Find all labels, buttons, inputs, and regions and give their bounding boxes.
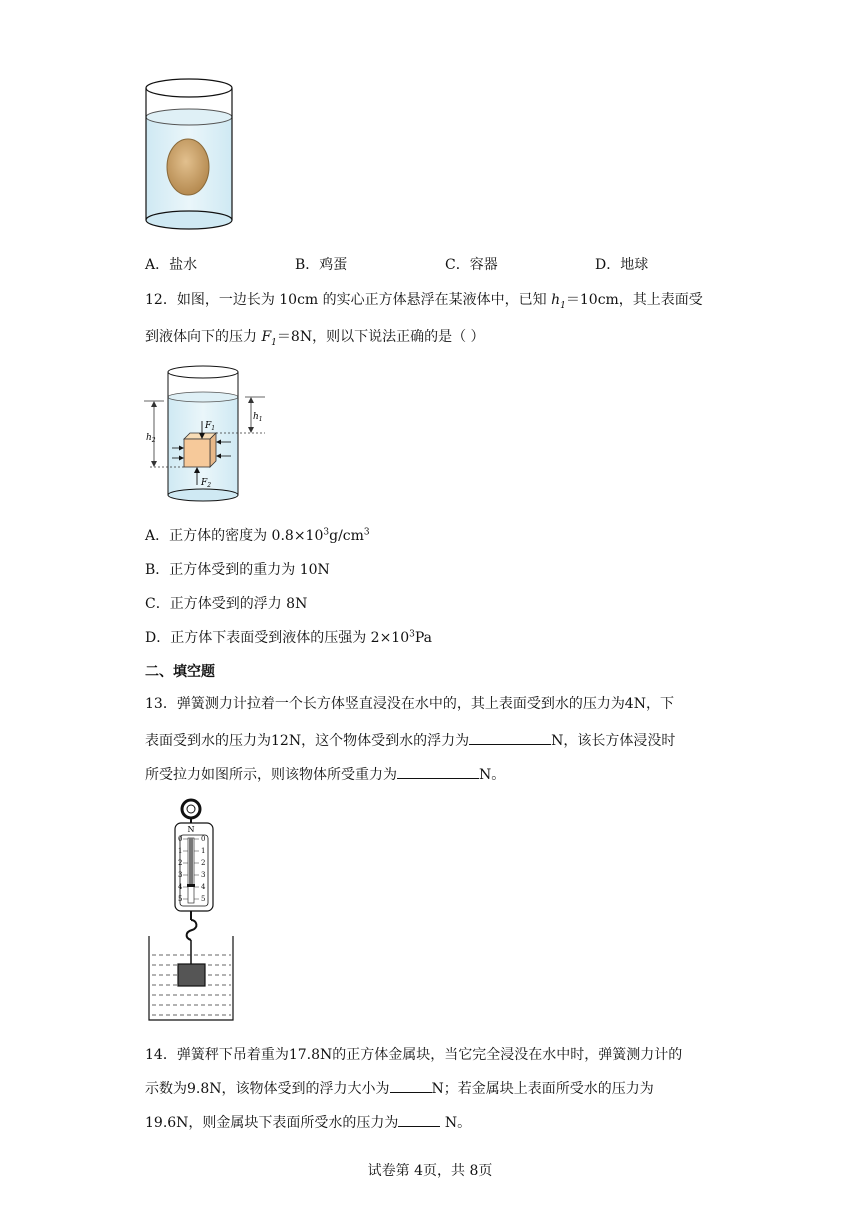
spring-scale-figure <box>145 798 240 1023</box>
tick-label: 0 <box>201 835 206 843</box>
q13-line-2: 表面受到水的压力为12N，这个物体受到水的浮力为 N，该长方体浸没时 <box>145 730 675 750</box>
tick-label: 5 <box>201 895 206 903</box>
q12-line-1: 12．如图，一边长为 10cm 的实心正方体悬浮在某液体中，已知 $h_1=10cm$，其上表面受 <box>145 292 703 311</box>
tick-label: 4 <box>201 883 206 891</box>
label-h1: $h_1$ <box>253 412 263 423</box>
q14-line-1: 14．弹簧秤下吊着重为17.8N的正方体金属块，当它完全浸没在水中时，弹簧测力计的 <box>145 1047 683 1063</box>
tick-label: 3 <box>178 871 183 879</box>
q12-option-a: A．正方体的密度为 $0.8\times 10^3g/cm^3$ <box>145 527 370 544</box>
tick-label: 2 <box>201 859 206 867</box>
q12-option-d: D．正方体下表面受到液体的压强为 $2\times 10^3Pa$ <box>145 629 433 646</box>
tick-label: 4 <box>178 883 183 891</box>
option-c: C．容器 <box>445 257 498 273</box>
q12-option-c: C．正方体受到的浮力 8N <box>145 596 308 612</box>
answer-blank[interactable] <box>398 1112 440 1127</box>
tick-label: 1 <box>178 847 183 855</box>
egg-in-cylinder-figure <box>140 75 240 235</box>
tick-label: 5 <box>178 895 183 903</box>
q13-line-3: 所受拉力如图所示，则该物体所受重力为 N。 <box>145 764 505 784</box>
cube-in-liquid-figure <box>140 362 280 512</box>
q13-line-1: 13．弹簧测力计拉着一个长方体竖直浸没在水中的，其上表面受到水的压力为4N，下 <box>145 696 674 712</box>
scale-unit: N <box>187 825 195 834</box>
q14-line-3: 19.6N，则金属块下表面所受水的压力为 N。 <box>145 1112 471 1132</box>
option-b: B．鸡蛋 <box>295 257 348 273</box>
answer-blank[interactable] <box>469 730 551 745</box>
option-a: A．盐水 <box>145 257 198 273</box>
page-footer: 试卷第 4页，共 8页 <box>367 1163 493 1179</box>
tick-label: 2 <box>178 859 183 867</box>
label-f1: $F_1$ <box>205 421 216 432</box>
option-d: D．地球 <box>595 257 649 273</box>
section-title: 二、填空题 <box>145 664 215 680</box>
label-f2: $F_2$ <box>201 478 212 489</box>
tick-label: 1 <box>201 847 206 855</box>
q14-line-2: 示数为9.8N，该物体受到的浮力大小为 N；若金属块上表面所受水的压力为 <box>145 1078 654 1098</box>
q12-line-2: 到液体向下的压力 $F_1=8N$，则以下说法正确的是（ ） <box>145 329 485 348</box>
q12-option-b: B．正方体受到的重力为 10N <box>145 562 330 578</box>
label-h2: $h_2$ <box>146 433 156 444</box>
answer-blank[interactable] <box>390 1078 432 1093</box>
tick-label: 0 <box>178 835 183 843</box>
tick-label: 3 <box>201 871 206 879</box>
answer-blank[interactable] <box>397 764 479 779</box>
